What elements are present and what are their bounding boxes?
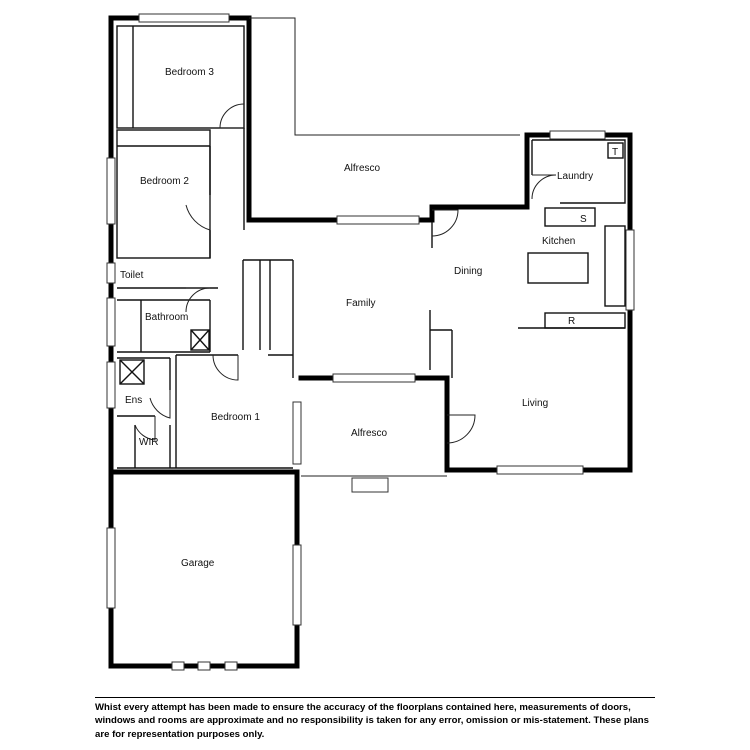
kitchen-sink-label: S	[580, 214, 587, 225]
room-label-family: Family	[346, 298, 376, 309]
windows	[107, 14, 634, 670]
room-label-garage: Garage	[181, 558, 215, 569]
room-label-bedroom-3: Bedroom 3	[165, 67, 214, 78]
room-label-living: Living	[522, 398, 549, 409]
room-label-kitchen: Kitchen	[542, 236, 576, 247]
room-label-laundry: Laundry	[557, 171, 594, 182]
room-label-wir: WIR	[139, 437, 159, 448]
room-label-alfresco-bottom: Alfresco	[351, 428, 388, 439]
room-label-bedroom-1: Bedroom 1	[211, 412, 260, 423]
fridge-label: R	[568, 316, 576, 327]
room-label-alfresco-top: Alfresco	[344, 163, 381, 174]
doors	[135, 104, 556, 443]
interior-walls	[117, 26, 625, 476]
room-label-toilet: Toilet	[120, 270, 144, 281]
room-label-bedroom-2: Bedroom 2	[140, 176, 189, 187]
room-label-ens: Ens	[125, 395, 143, 406]
room-label-bathroom: Bathroom	[145, 312, 189, 323]
disclaimer-text: Whist every attempt has been made to ensure the accuracy of the floorplans contained here, measurements of doors, windows and rooms are approximate and no responsibility is taken for any error, omission or mis-statement. These plans are for representation purposes only.	[95, 697, 655, 741]
room-label-dining: Dining	[454, 266, 483, 277]
laundry-tub-label: T	[612, 147, 619, 158]
